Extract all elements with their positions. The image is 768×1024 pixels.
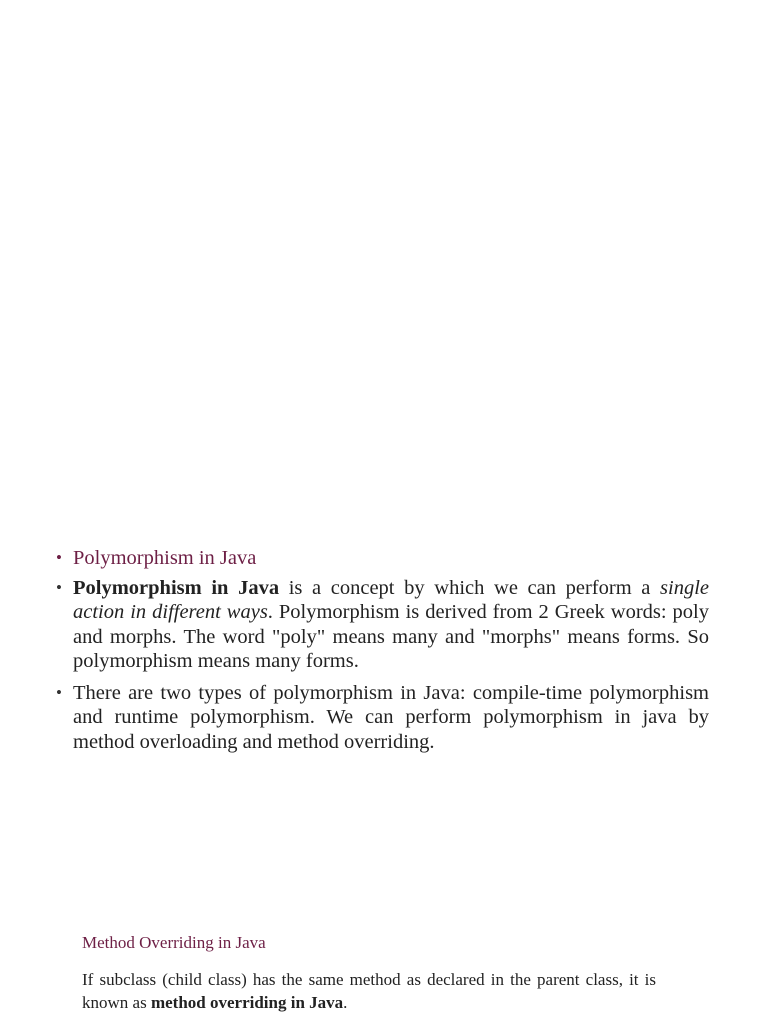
section-paragraph-end: .: [343, 993, 348, 1012]
section-paragraph-bold: method overriding in Java: [150, 993, 344, 1012]
slide-heading: • Polymorphism in Java: [56, 546, 709, 571]
bullet-definition-term: Polymorphism in Java: [73, 576, 280, 599]
slide-content: [56, 546, 709, 761]
bullet-definition-emphasis: single action in different ways: [73, 576, 710, 623]
bullet-types: • There are two types of polymorphism in Java: compile-time polymorphism and runtime polymorphism. We can perform polymorphism in java by method overloading and method overriding.: [56, 681, 709, 755]
section-paragraph: [82, 968, 656, 1014]
section-paragraph-text: If subclass (child class) has the same method as declared in the parent class, it is known as: [82, 970, 656, 1012]
bullet-definition-text-b: . Polymorphism is derived from 2 Greek words: poly and morphs. The word "poly" means many and "morphs" means forms. So polymorphism means many forms.: [73, 601, 709, 672]
bullet-list: [56, 546, 709, 754]
bullet-definition-text-a: is a concept by which we can perform a: [279, 576, 661, 599]
section-title: Method Overriding in Java: [82, 933, 266, 952]
bullet-definition: [56, 576, 709, 674]
method-overriding-section: [82, 932, 656, 1014]
